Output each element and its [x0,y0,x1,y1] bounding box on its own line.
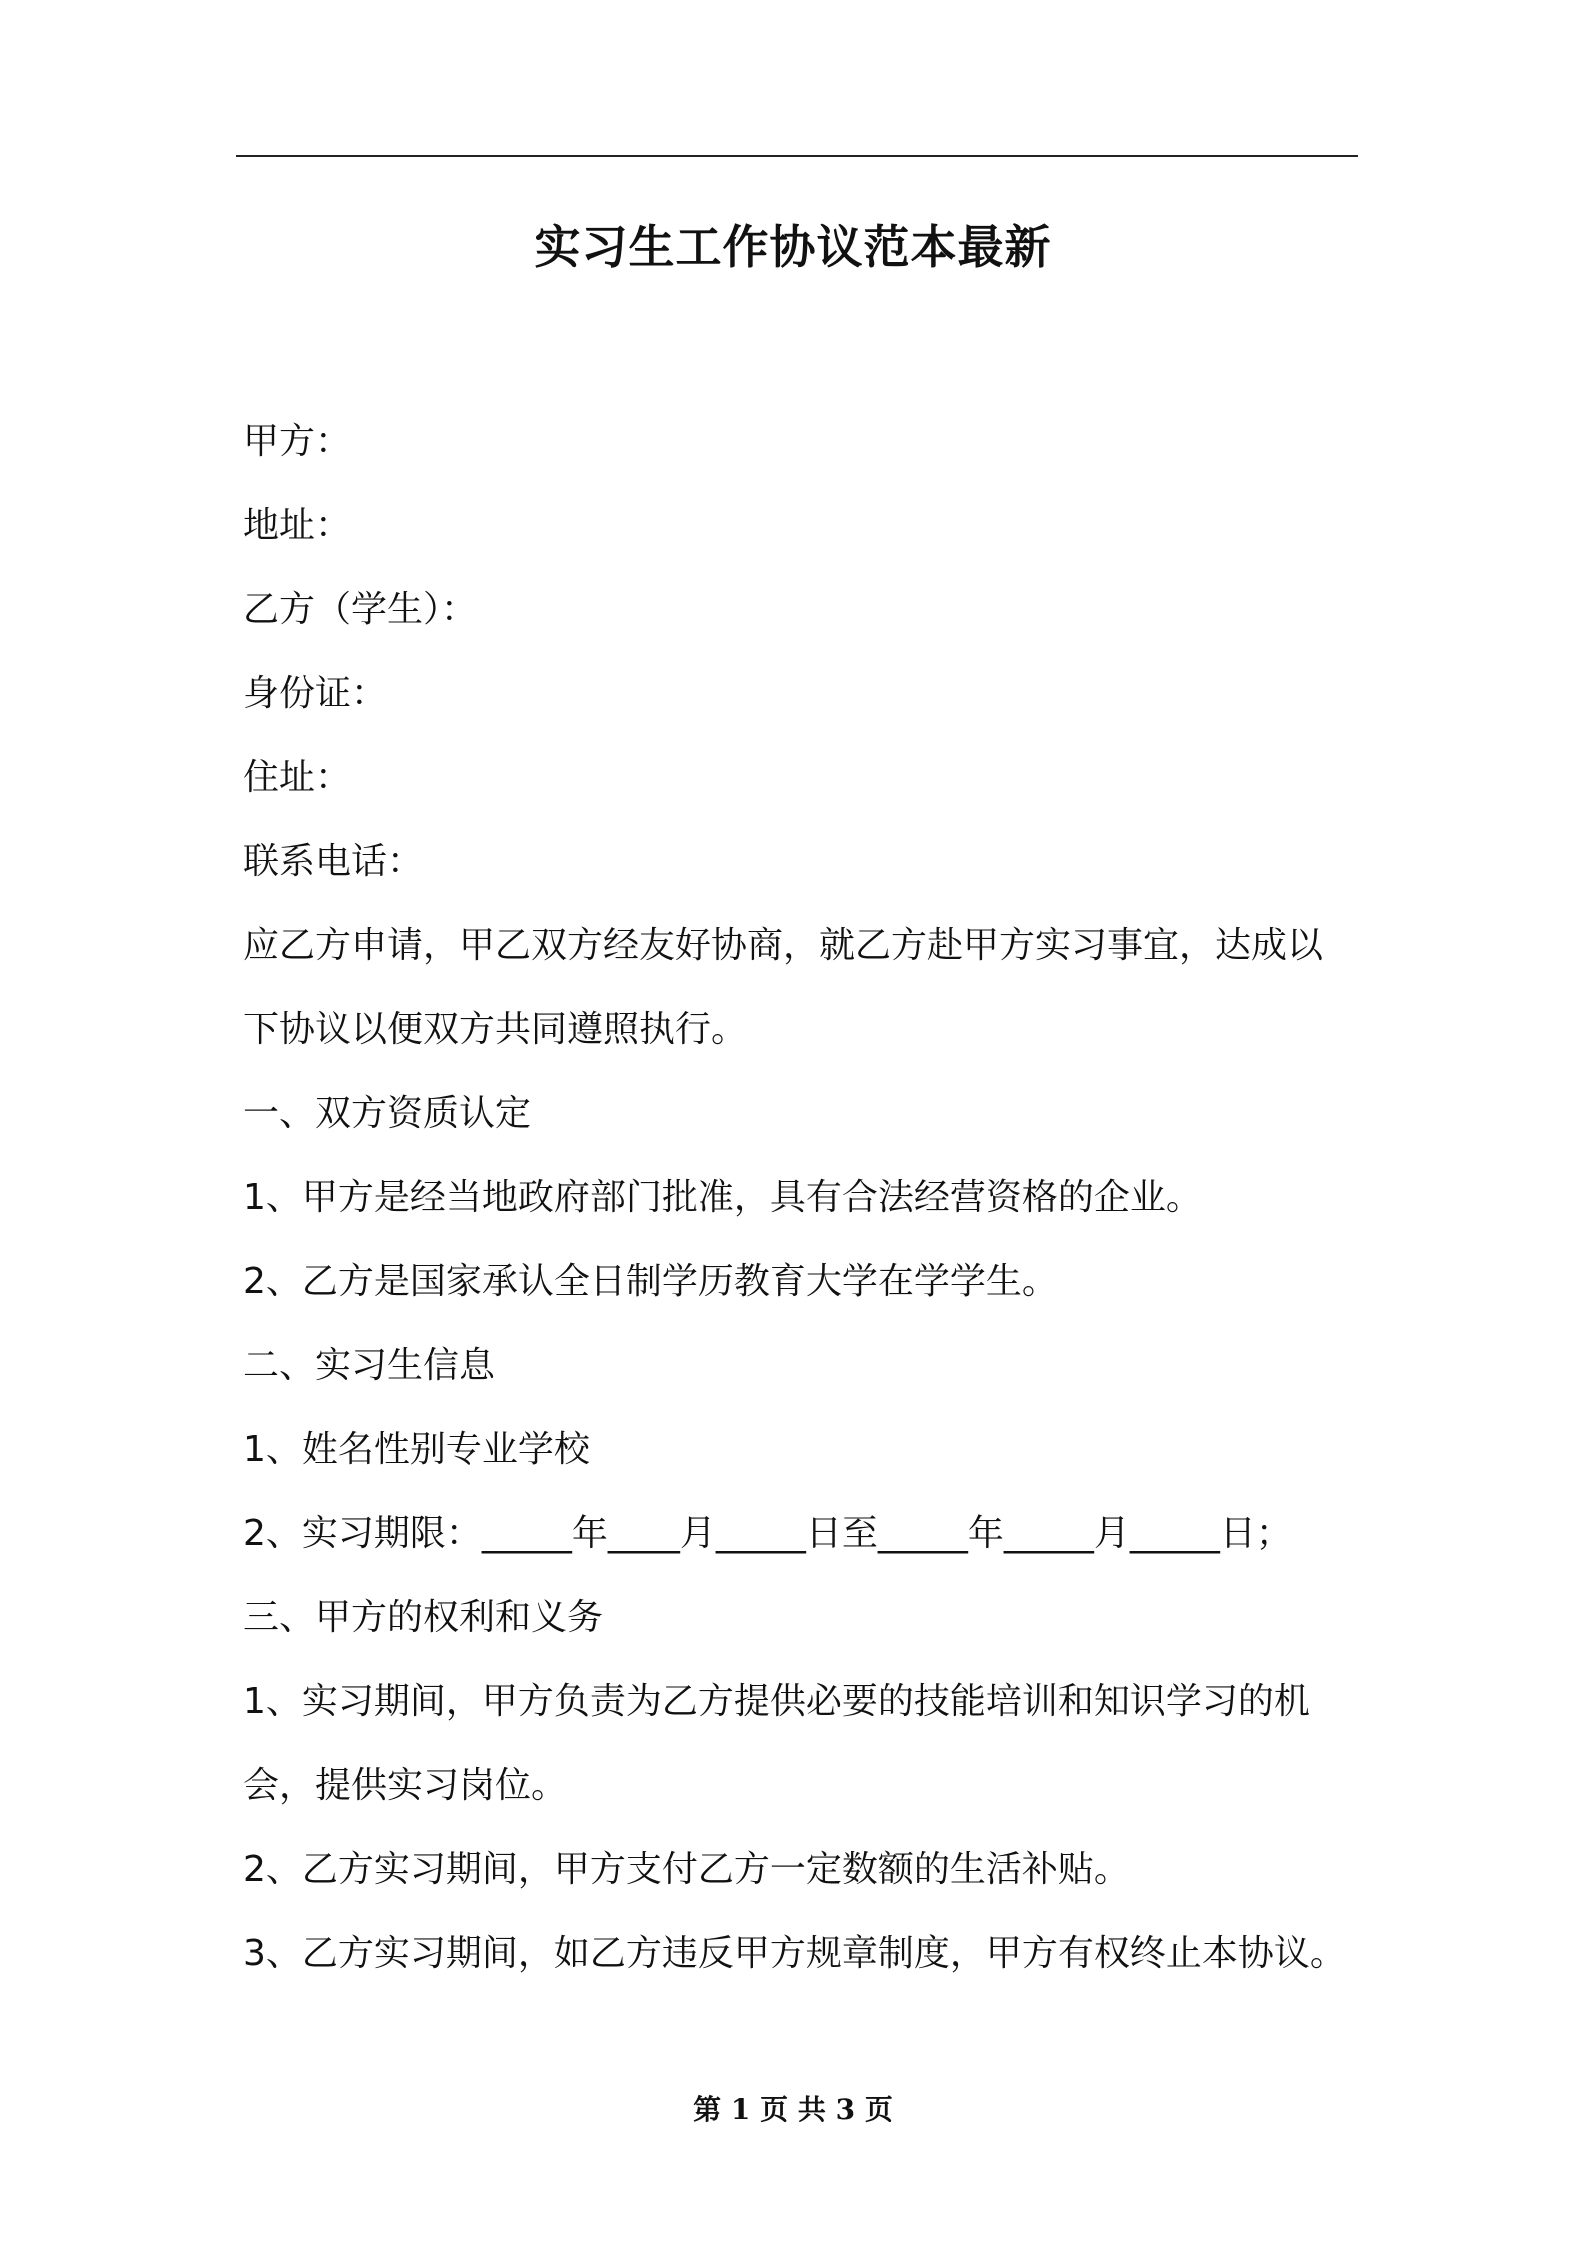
clause-2-1: 1、姓名性别专业学校 [243,1429,590,1470]
clause-2-2-internship-period: 2、实习期限：_____年____月_____日至_____年_____月_____日； [243,1513,1292,1554]
phone-line: 联系电话： [243,841,424,882]
header-rule [236,155,1358,157]
clause-3-2: 2、乙方实习期间，甲方支付乙方一定数额的生活补贴。 [243,1849,1130,1890]
section-heading-party-a-rights: 三、甲方的权利和义务 [243,1597,604,1638]
section-heading-qualification: 一、双方资质认定 [243,1093,532,1134]
address-line: 地址： [243,505,352,546]
party-b-line: 乙方（学生）： [243,589,478,630]
id-card-line: 身份证： [243,673,388,714]
document-body [243,400,1363,1996]
clause-3-1-line-2: 会，提供实习岗位。 [243,1765,568,1806]
section-heading-intern-info: 二、实习生信息 [243,1345,496,1386]
clause-1-2: 2、乙方是国家承认全日制学历教育大学在学学生。 [243,1261,1058,1302]
page-number-footer: 第 1 页 共 3 页 [693,2093,893,2126]
residence-line: 住址： [243,757,352,798]
clause-3-3: 3、乙方实习期间，如乙方违反甲方规章制度，甲方有权终止本协议。 [243,1933,1346,1974]
intro-paragraph-line-1: 应乙方申请，甲乙双方经友好协商，就乙方赴甲方实习事宜，达成以 [243,925,1324,966]
intro-paragraph-line-2: 下协议以便双方共同遵照执行。 [243,1009,748,1050]
clause-1-1: 1、甲方是经当地政府部门批准，具有合法经营资格的企业。 [243,1177,1202,1218]
document-title: 实习生工作协议范本最新 [534,220,1052,274]
clause-3-1-line-1: 1、实习期间，甲方负责为乙方提供必要的技能培训和知识学习的机 [243,1681,1310,1722]
party-a-line: 甲方： [243,421,352,462]
